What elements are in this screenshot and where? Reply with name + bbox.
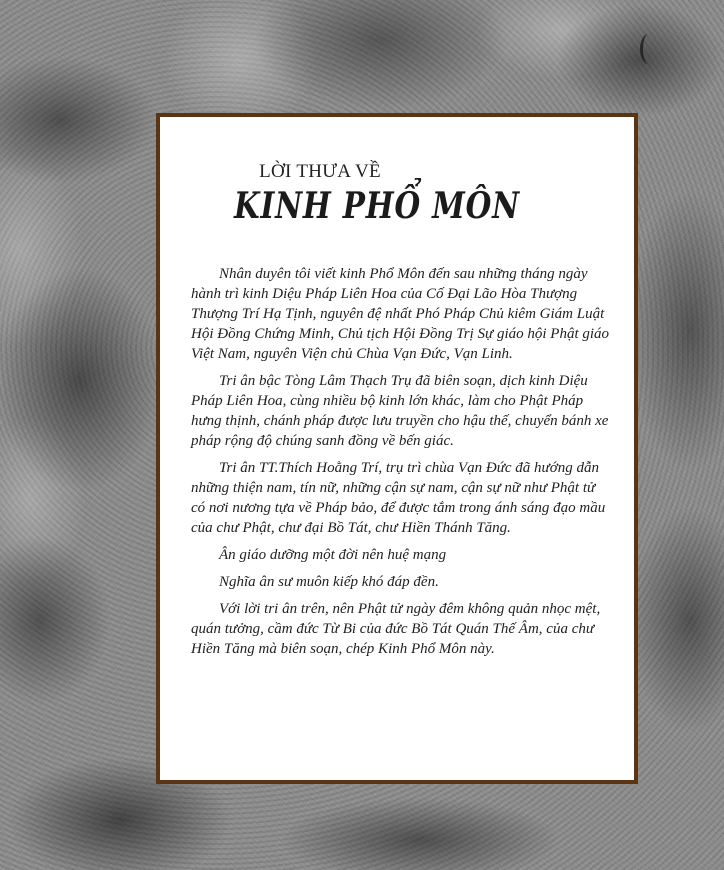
preface-body xyxy=(191,264,611,666)
grunge-mark xyxy=(640,34,657,64)
heading-title: KINH PHỔ MÔN xyxy=(234,185,520,227)
paragraph: Nhân duyên tôi viết kinh Phổ Môn đến sau những tháng ngày hành trì kinh Diệu Pháp Liên Hoa của Cố Đại Lão Hòa Thượng Thượng Trí Hạ Tịnh, nguyên đệ nhất Phó Pháp Chủ kiêm Giám Luật Hội Đồng Chứng Minh, Chủ tịch Hội Đồng Trị Sự giáo hội Phật giáo Việt Nam, nguyên Viện chủ Chùa Vạn Đức, Vạn Linh. xyxy=(191,266,610,362)
preface-panel xyxy=(156,113,638,784)
paragraph: Tri ân bậc Tòng Lâm Thạch Trụ đã biên soạn, dịch kinh Diệu Pháp Liên Hoa, cùng nhiều bộ kinh lớn khác, làm cho Phật Pháp hưng thịnh, chánh pháp được lưu truyền cho hậu thế, chuyển bánh xe pháp rộng độ chúng sanh đồng về bến giác. xyxy=(191,373,609,449)
paragraph: Với lời tri ân trên, nên Phật tử ngày đêm không quản nhọc mệt, quán tưởng, cầm đức Từ Bi của đức Bồ Tát Quán Thế Âm, của chư Hiền Tăng mà biên soạn, chép Kinh Phổ Môn này. xyxy=(191,601,601,657)
paragraph: Tri ân TT.Thích Hoằng Trí, trụ trì chùa Vạn Đức đã hướng dẫn những thiện nam, tín nữ, những cận sự nam, cận sự nữ như Phật tử có nơi nương tựa về Pháp bảo, để được tắm trong ánh sáng đạo mầu của chư Phật, chư đại Bồ Tát, chư Hiền Thánh Tăng. xyxy=(191,460,606,536)
verse-line: Nghĩa ân sư muôn kiếp khó đáp đền. xyxy=(219,574,439,590)
heading-small: LỜI THƯA VỀ xyxy=(259,161,381,182)
verse-line: Ân giáo dưỡng một đời nên huệ mạng xyxy=(219,547,447,563)
